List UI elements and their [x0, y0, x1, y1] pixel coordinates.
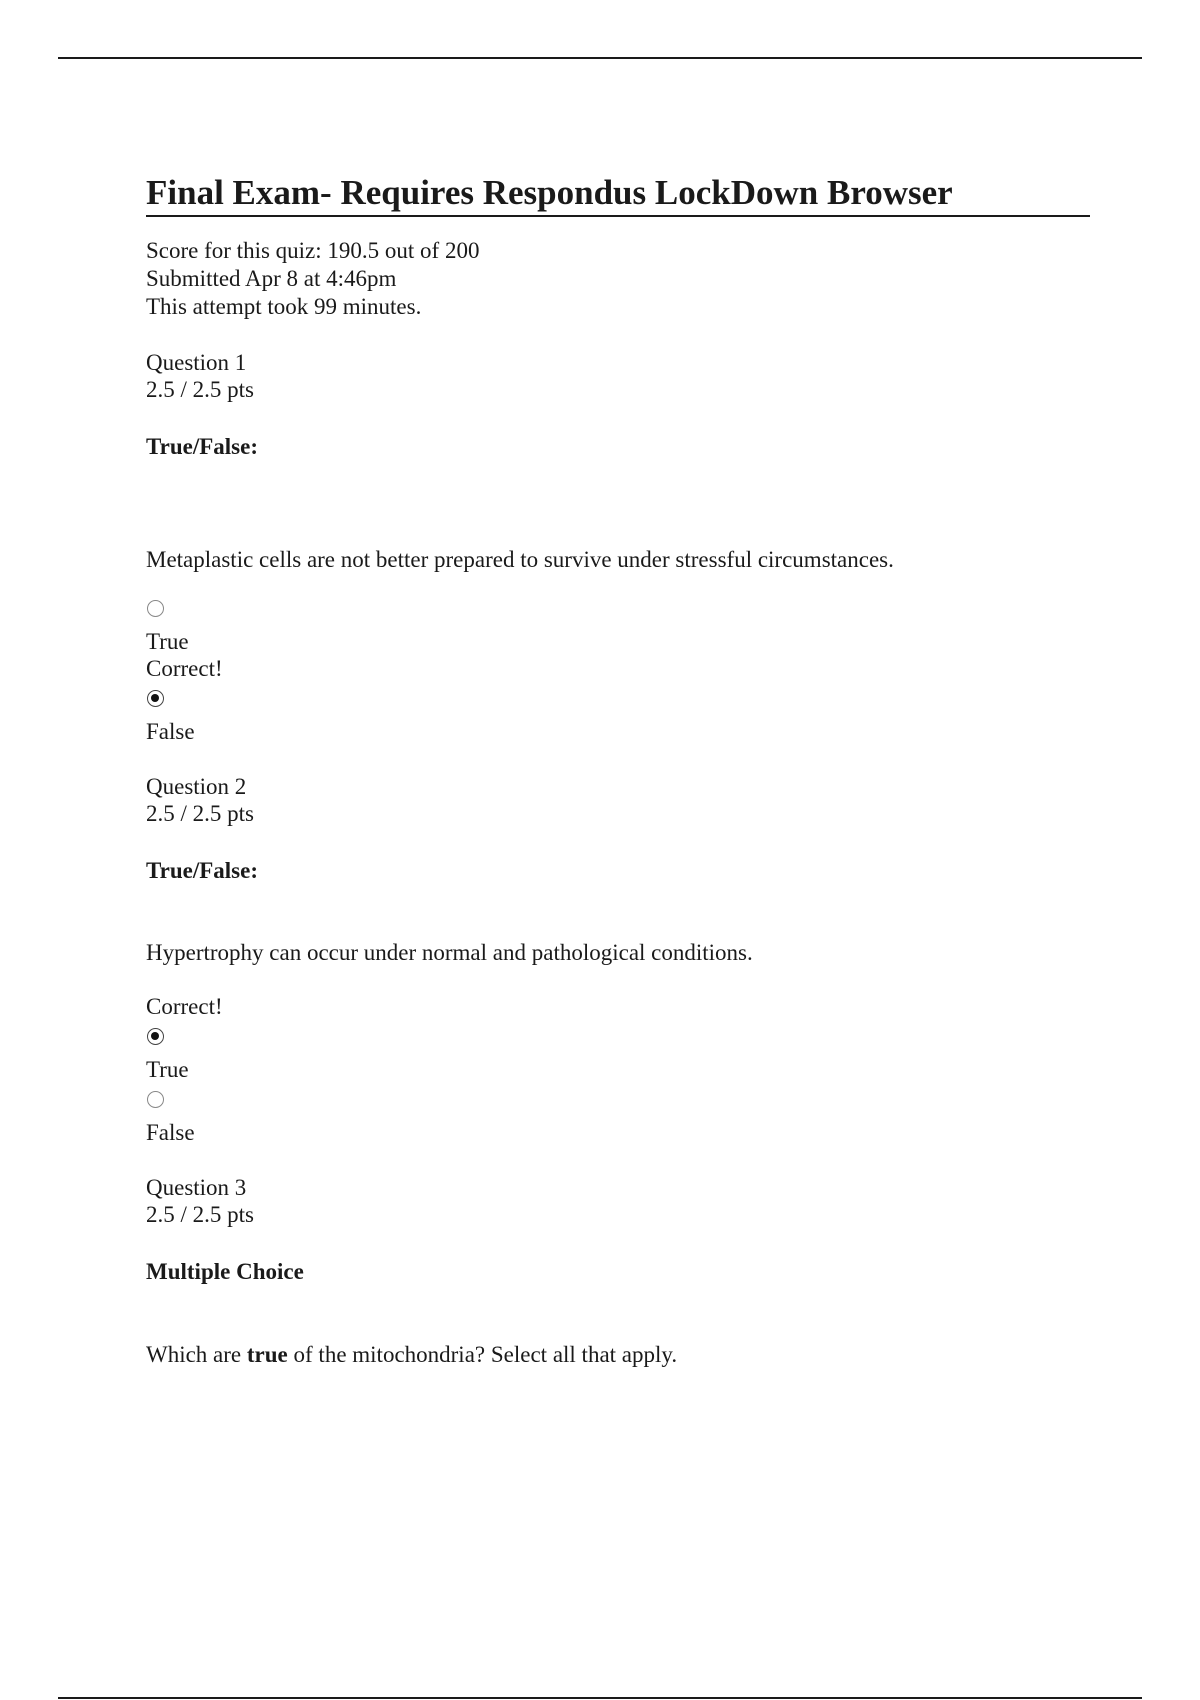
answer-label: False	[146, 1120, 195, 1145]
answer-false	[146, 655, 1090, 745]
answer-true	[146, 600, 1090, 655]
answer-false	[146, 1091, 1090, 1146]
question-number: Question 2	[146, 774, 247, 799]
question-text	[146, 1341, 1090, 1368]
quiz-results	[146, 172, 1090, 1368]
question-number: Question 3	[146, 1175, 247, 1200]
page-title: Final Exam- Requires Respondus LockDown Browser	[146, 172, 1090, 217]
page-top-rule	[58, 57, 1142, 59]
question-3	[146, 1174, 1090, 1368]
question-type: Multiple Choice	[146, 1259, 304, 1284]
question-text-emphasis: true	[246, 1342, 288, 1367]
question-header	[146, 349, 1090, 403]
question-text-end: of the mitochondria? Select all that apply.	[287, 1342, 678, 1367]
question-text: Hypertrophy can occur under normal and pathological conditions.	[146, 940, 753, 965]
quiz-summary	[146, 237, 1090, 321]
question-points: 2.5 / 2.5 pts	[146, 801, 254, 826]
radio-button[interactable]	[147, 600, 164, 617]
submitted-text: Submitted Apr 8 at 4:46pm	[146, 266, 397, 291]
answer-label: True	[146, 629, 189, 654]
question-text: Metaplastic cells are not better prepared to survive under stressful circumstances.	[146, 547, 894, 572]
answer-list	[146, 600, 1090, 745]
answer-label: False	[146, 719, 195, 744]
question-2	[146, 773, 1090, 1146]
radio-button-selected[interactable]	[147, 1028, 164, 1045]
question-header	[146, 1174, 1090, 1228]
question-points: 2.5 / 2.5 pts	[146, 377, 254, 402]
correct-indicator: Correct!	[146, 656, 223, 681]
question-type: True/False:	[146, 434, 258, 459]
score-text: Score for this quiz: 190.5 out of 200	[146, 238, 480, 263]
radio-button[interactable]	[147, 1091, 164, 1108]
page-bottom-rule	[58, 1697, 1142, 1699]
answer-label: True	[146, 1057, 189, 1082]
question-points: 2.5 / 2.5 pts	[146, 1202, 254, 1227]
correct-indicator: Correct!	[146, 994, 223, 1019]
answer-true	[146, 993, 1090, 1083]
question-1	[146, 349, 1090, 745]
duration-text: This attempt took 99 minutes.	[146, 294, 422, 319]
question-text-start: Which are	[146, 1342, 247, 1367]
answer-list	[146, 993, 1090, 1146]
question-header	[146, 773, 1090, 827]
radio-button-selected[interactable]	[147, 690, 164, 707]
question-type: True/False:	[146, 858, 258, 883]
question-number: Question 1	[146, 350, 247, 375]
